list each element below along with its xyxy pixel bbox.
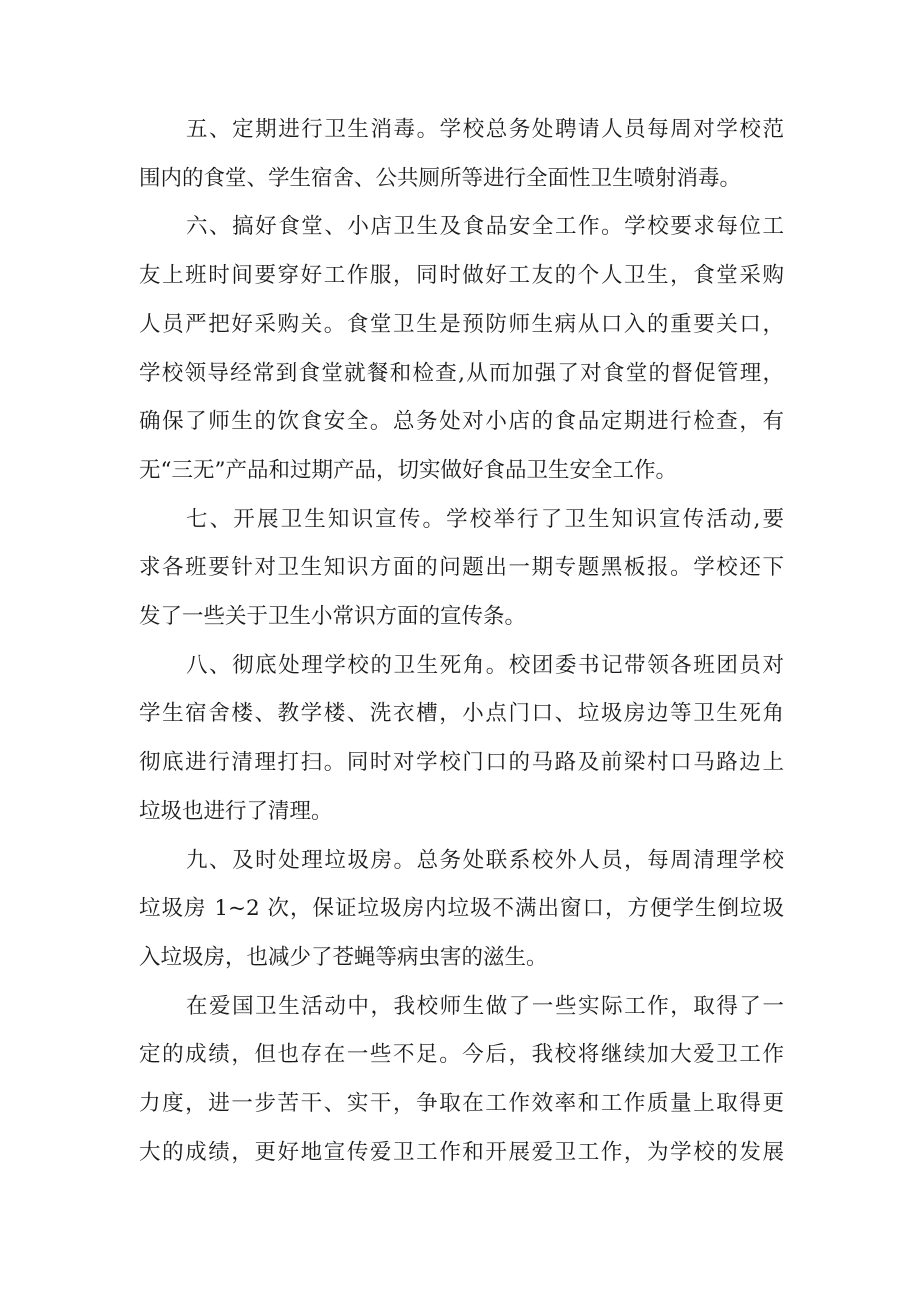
text-line: 六、搞好食堂、小店卫生及食品安全工作。学校要求每位工 — [186, 214, 784, 240]
paragraph-6 — [139, 203, 784, 495]
text-line: 学生宿舍楼、教学楼、洗衣槽，小点门口、垃圾房边等卫生死角 — [139, 701, 784, 727]
text-line: 确保了师生的饮食安全。总务处对小店的食品定期进行检查，有 — [139, 409, 784, 435]
paragraph-5 — [139, 106, 784, 203]
text-line: 发了一些关于卫生小常识方面的宣传条。 — [139, 604, 527, 630]
paragraph-7 — [139, 496, 784, 642]
paragraph-conclusion — [139, 983, 784, 1178]
text-line: 五、定期进行卫生消毒。学校总务处聘请人员每周对学校范 — [186, 117, 784, 142]
text-line: 入垃圾房，也减少了苍蝇等病虫害的滋生。 — [139, 944, 548, 970]
text-line: 在爱国卫生活动中，我校师生做了一些实际工作，取得了一 — [186, 993, 784, 1019]
document-page — [139, 106, 784, 1177]
text-line: 八、彻底处理学校的卫生死角。校团委书记带领各班团员对 — [186, 652, 784, 678]
paragraph-9 — [139, 837, 784, 983]
text-line: 垃圾房 1~2 次，保证垃圾房内垃圾不满出窗口，方便学生倒垃圾 — [139, 896, 784, 922]
text-line: 无“三无”产品和过期产品，切实做好食品卫生安全工作。 — [139, 457, 677, 483]
text-line: 求各班要针对卫生知识方面的问题出一期专题黑板报。学校还下 — [139, 555, 784, 581]
text-line: 大的成绩，更好地宣传爱卫工作和开展爱卫工作，为学校的发展 — [139, 1139, 784, 1165]
text-line: 力度，进一步苦干、实干，争取在工作效率和工作质量上取得更 — [139, 1091, 784, 1117]
text-line: 学校领导经常到食堂就餐和检查,从而加强了对食堂的督促管理， — [139, 360, 784, 386]
text-line: 围内的食堂、学生宿舍、公共厕所等进行全面性卫生喷射消毒。 — [139, 165, 742, 191]
text-line: 垃圾也进行了清理。 — [139, 798, 333, 824]
text-line: 定的成绩，但也存在一些不足。今后，我校将继续加大爱卫工作 — [139, 1042, 784, 1068]
paragraph-8 — [139, 642, 784, 837]
text-line: 九、及时处理垃圾房。总务处联系校外人员，每周清理学校 — [186, 847, 784, 873]
text-line: 友上班时间要穿好工作服，同时做好工友的个人卫生，食堂采购 — [139, 263, 784, 289]
text-line: 彻底进行清理打扫。同时对学校门口的马路及前梁村口马路边上 — [139, 750, 784, 776]
text-line: 人员严把好采购关。食堂卫生是预防师生病从口入的重要关口， — [139, 311, 784, 337]
text-line: 七、开展卫生知识宣传。学校举行了卫生知识宣传活动,要 — [186, 506, 784, 532]
